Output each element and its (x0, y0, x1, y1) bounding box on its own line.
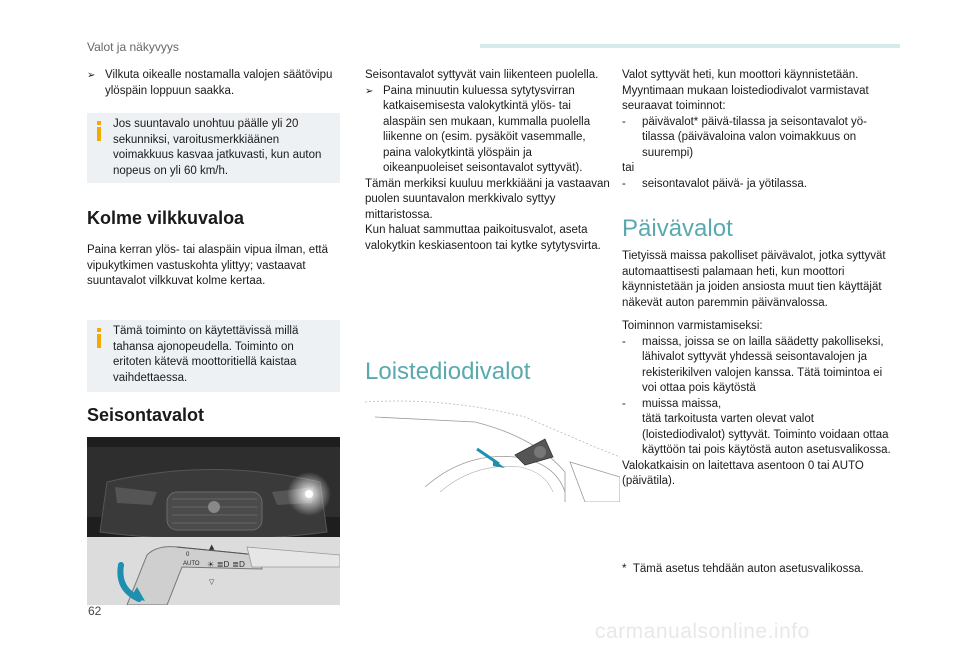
watermark: carmanualsonline.info (595, 620, 810, 643)
column-3: Valot syttyvät heti, kun moottori käynnistetään. Myyntimaan mukaan loistediodivalot varmistavat seuraavat toiminnot: - päivävalot* päivä-tilassa ja seisontavalot yö-tilassa (päivävaloina valon voimakkuus on suurempi) tai - seisontavalot päivä- ja yötilassa. (622, 68, 897, 192)
heading-loistediodivalot: Loistediodivalot (365, 358, 531, 385)
switch-auto-label: AUTO (183, 561, 200, 567)
heading-kolme-vilkkuvaloa: Kolme vilkkuvaloa (87, 208, 245, 228)
column-2: Seisontavalot syttyvät vain liikenteen puolella. ➢ Paina minuutin kuluessa sytytysvirran katkaisemisesta valokytkintä ylös- tai alaspäin sen mukaan, kummalla puolella liikenne on (esim. pysäköit vasemmalle, paina valokytkintä ylöspäin ja oikeanpuoleiset seisontavalot syttyvät). Tämän merkiksi kuuluu merkkiääni ja vastaavan puolen suuntavalon merkkivalo syttyy mittaristossa. Kun haluat sammuttaa paikoitusvalot, aseta valokytkin keskiasentoon tai kytke sytytysvirta. (365, 68, 615, 254)
paragraph: Paina kerran ylös- tai alaspäin vipua ilman, että vipukytkimen vastuskohta ylittyy; vastaavat suuntavalot vilkkuvat kolme kertaa. (87, 244, 328, 287)
info-note: Tämä toiminto on käytettävissä millä tahansa ajonopeudella. Toiminto on eritoten kätevä moottoritiellä kaistaa vaihdettaessa. (87, 320, 340, 392)
column-3-continued: Tietyissä maissa pakolliset päivävalot, jotka syttyvät automaattisesti palamaan heti, kun moottori käynnistetään ja joiden ansiosta muut tien käyttäjät näkevät auton paremmin päivänvalossa. Toiminnon varmistamiseksi: - maissa, joissa se on lailla säädetty pakolliseksi, lähivalot syttyvät yhdessä seisontavalojen ja rekisterikilven valojen kanssa. Tätä toimintoa ei voi ottaa pois käytöstä - muissa maissa, tätä tarkoitusta varten olevat valot (loistediodivalot) syttyvät. Toiminto voidaan ottaa käyttöön tai pois käytöstä auton asetusvalikossa. Valokatkaisin on laitettava asentoon 0 tai AUTO (päivätila). (622, 250, 891, 487)
bullet-icon: ➢ (365, 85, 374, 97)
heading-seisontavalot: Seisontavalot (87, 405, 205, 425)
section-title: Valot ja näkyvyys (87, 40, 179, 54)
heading-paivavalot: Päivävalot (622, 215, 733, 242)
car-front-svg (87, 437, 340, 605)
down-arrow-icon: ▽ (209, 578, 215, 586)
bullet-item: ➢ Vilkuta oikealle nostamalla valojen säätövipu ylöspäin loppuun saakka. (87, 69, 333, 97)
bullet-icon: ➢ (87, 70, 96, 81)
light-symbol-icon: ☀ ≣D ≣D (207, 560, 245, 569)
header-bar (480, 44, 900, 48)
info-icon (96, 121, 103, 141)
up-arrow-icon: ▲ (209, 543, 215, 551)
parking-lights-illustration (87, 437, 340, 605)
info-note: Jos suuntavalo unohtuu päälle yli 20 sekunniksi, varoitusmerkkiäänen voimakkuus kasvaa jatkuvasti, kun auton nopeus on yli 60 km/h. (87, 113, 340, 183)
car-headlight-svg (365, 397, 620, 502)
dash-item: - muissa maissa, (622, 397, 722, 410)
dash-item: - päivävalot* päivä-tilassa ja seisontavalot yö-tilassa (päivävaloina valon voimakkuus on suurempi) (622, 115, 868, 159)
dash-item: - seisontavalot päivä- ja yötilassa. (622, 177, 807, 190)
footnote: * Tämä asetus tehdään auton asetusvalikossa. (622, 563, 864, 575)
switch-zero-label: 0 (186, 552, 190, 558)
dash-item: - maissa, joissa se on lailla säädetty pakolliseksi, (622, 335, 884, 348)
page-number: 62 (88, 604, 102, 618)
bullet-item: ➢ Paina minuutin kuluessa sytytysvirran katkaisemisesta valokytkintä ylös- tai alaspäin sen mukaan, kummalla puolella liikenne on (esim. pysäköit vasemmalle, paina valokytkintä ylöspäin ja oikeanpuoleiset seisontavalot syttyvät). (365, 84, 591, 174)
led-lights-illustration (365, 397, 620, 502)
info-icon (96, 328, 103, 348)
column-1 (87, 68, 345, 99)
